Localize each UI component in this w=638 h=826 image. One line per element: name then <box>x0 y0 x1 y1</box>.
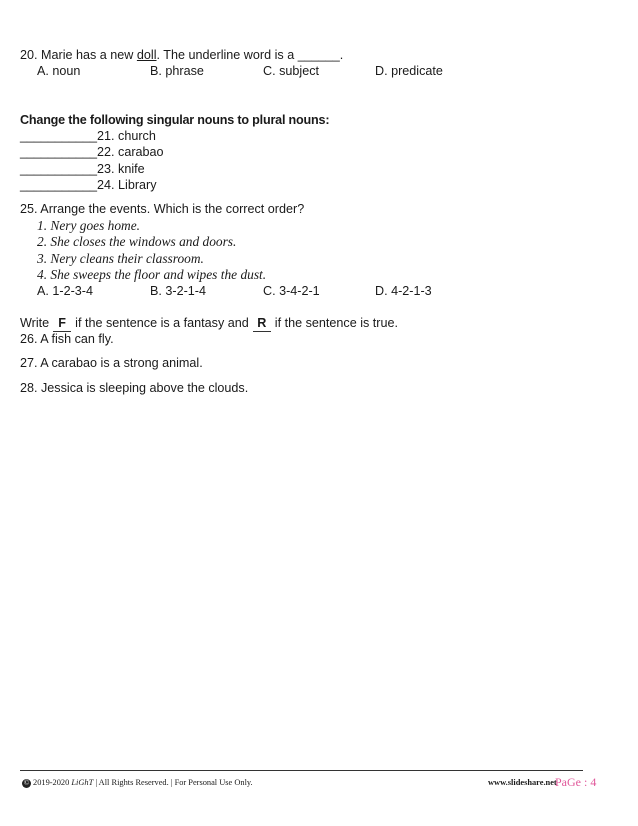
underlined-word: doll <box>136 48 157 62</box>
answer-blank: ___________ <box>20 178 98 192</box>
answer-blank: ___________ <box>20 129 98 143</box>
fantasy-item-26: 26. A fish can fly. <box>20 332 114 346</box>
event-3: 3. Nery cleans their classroom. <box>37 251 204 266</box>
plural-item-23: ___________23. knife <box>20 162 145 176</box>
copyright-icon: © <box>23 778 30 787</box>
q20-option-a: A. noun <box>37 64 81 78</box>
fantasy-instructions: Write F if the sentence is a fantasy and R if the sentence is true. <box>20 316 399 330</box>
q25-option-d: D. 4-2-1-3 <box>375 284 432 298</box>
event-2: 2. She closes the windows and doors. <box>37 234 237 249</box>
plural-section-heading: Change the following singular nouns to plural nouns: <box>20 113 330 127</box>
fantasy-item-27: 27. A carabao is a strong animal. <box>20 356 203 370</box>
question-20: 20. Marie has a new doll. The underline word is a ______. <box>20 48 344 62</box>
q25-option-a: A. 1-2-3-4 <box>37 284 93 298</box>
event-1: 1. Nery goes home. <box>37 218 141 233</box>
plural-item-22: ___________22. carabao <box>20 145 164 159</box>
q20-option-b: B. phrase <box>150 64 204 78</box>
fantasy-letter: F <box>53 316 71 332</box>
true-letter: R <box>253 316 271 332</box>
q25-option-b: B. 3-2-1-4 <box>150 284 206 298</box>
footer-brand: LiGhT <box>71 778 94 787</box>
q20-option-c: C. subject <box>263 64 319 78</box>
footer-copyright: © 2019-2020 LiGhT | All Rights Reserved. | For Personal Use Only. <box>23 778 253 787</box>
footer-divider <box>20 770 583 771</box>
fantasy-item-28: 28. Jessica is sleeping above the clouds. <box>20 381 249 395</box>
question-25: 25. Arrange the events. Which is the correct order? <box>20 202 305 216</box>
answer-blank: ___________ <box>20 162 98 176</box>
q25-option-c: C. 3-4-2-1 <box>263 284 320 298</box>
event-4: 4. She sweeps the floor and wipes the dust. <box>37 267 267 282</box>
q20-option-d: D. predicate <box>375 64 443 78</box>
plural-item-21: ___________21. church <box>20 129 156 143</box>
footer-website: www.slideshare.net <box>488 778 557 787</box>
answer-blank: ___________ <box>20 145 98 159</box>
plural-item-24: ___________24. Library <box>20 178 157 192</box>
page-number: PaGe : 4 <box>555 775 597 789</box>
